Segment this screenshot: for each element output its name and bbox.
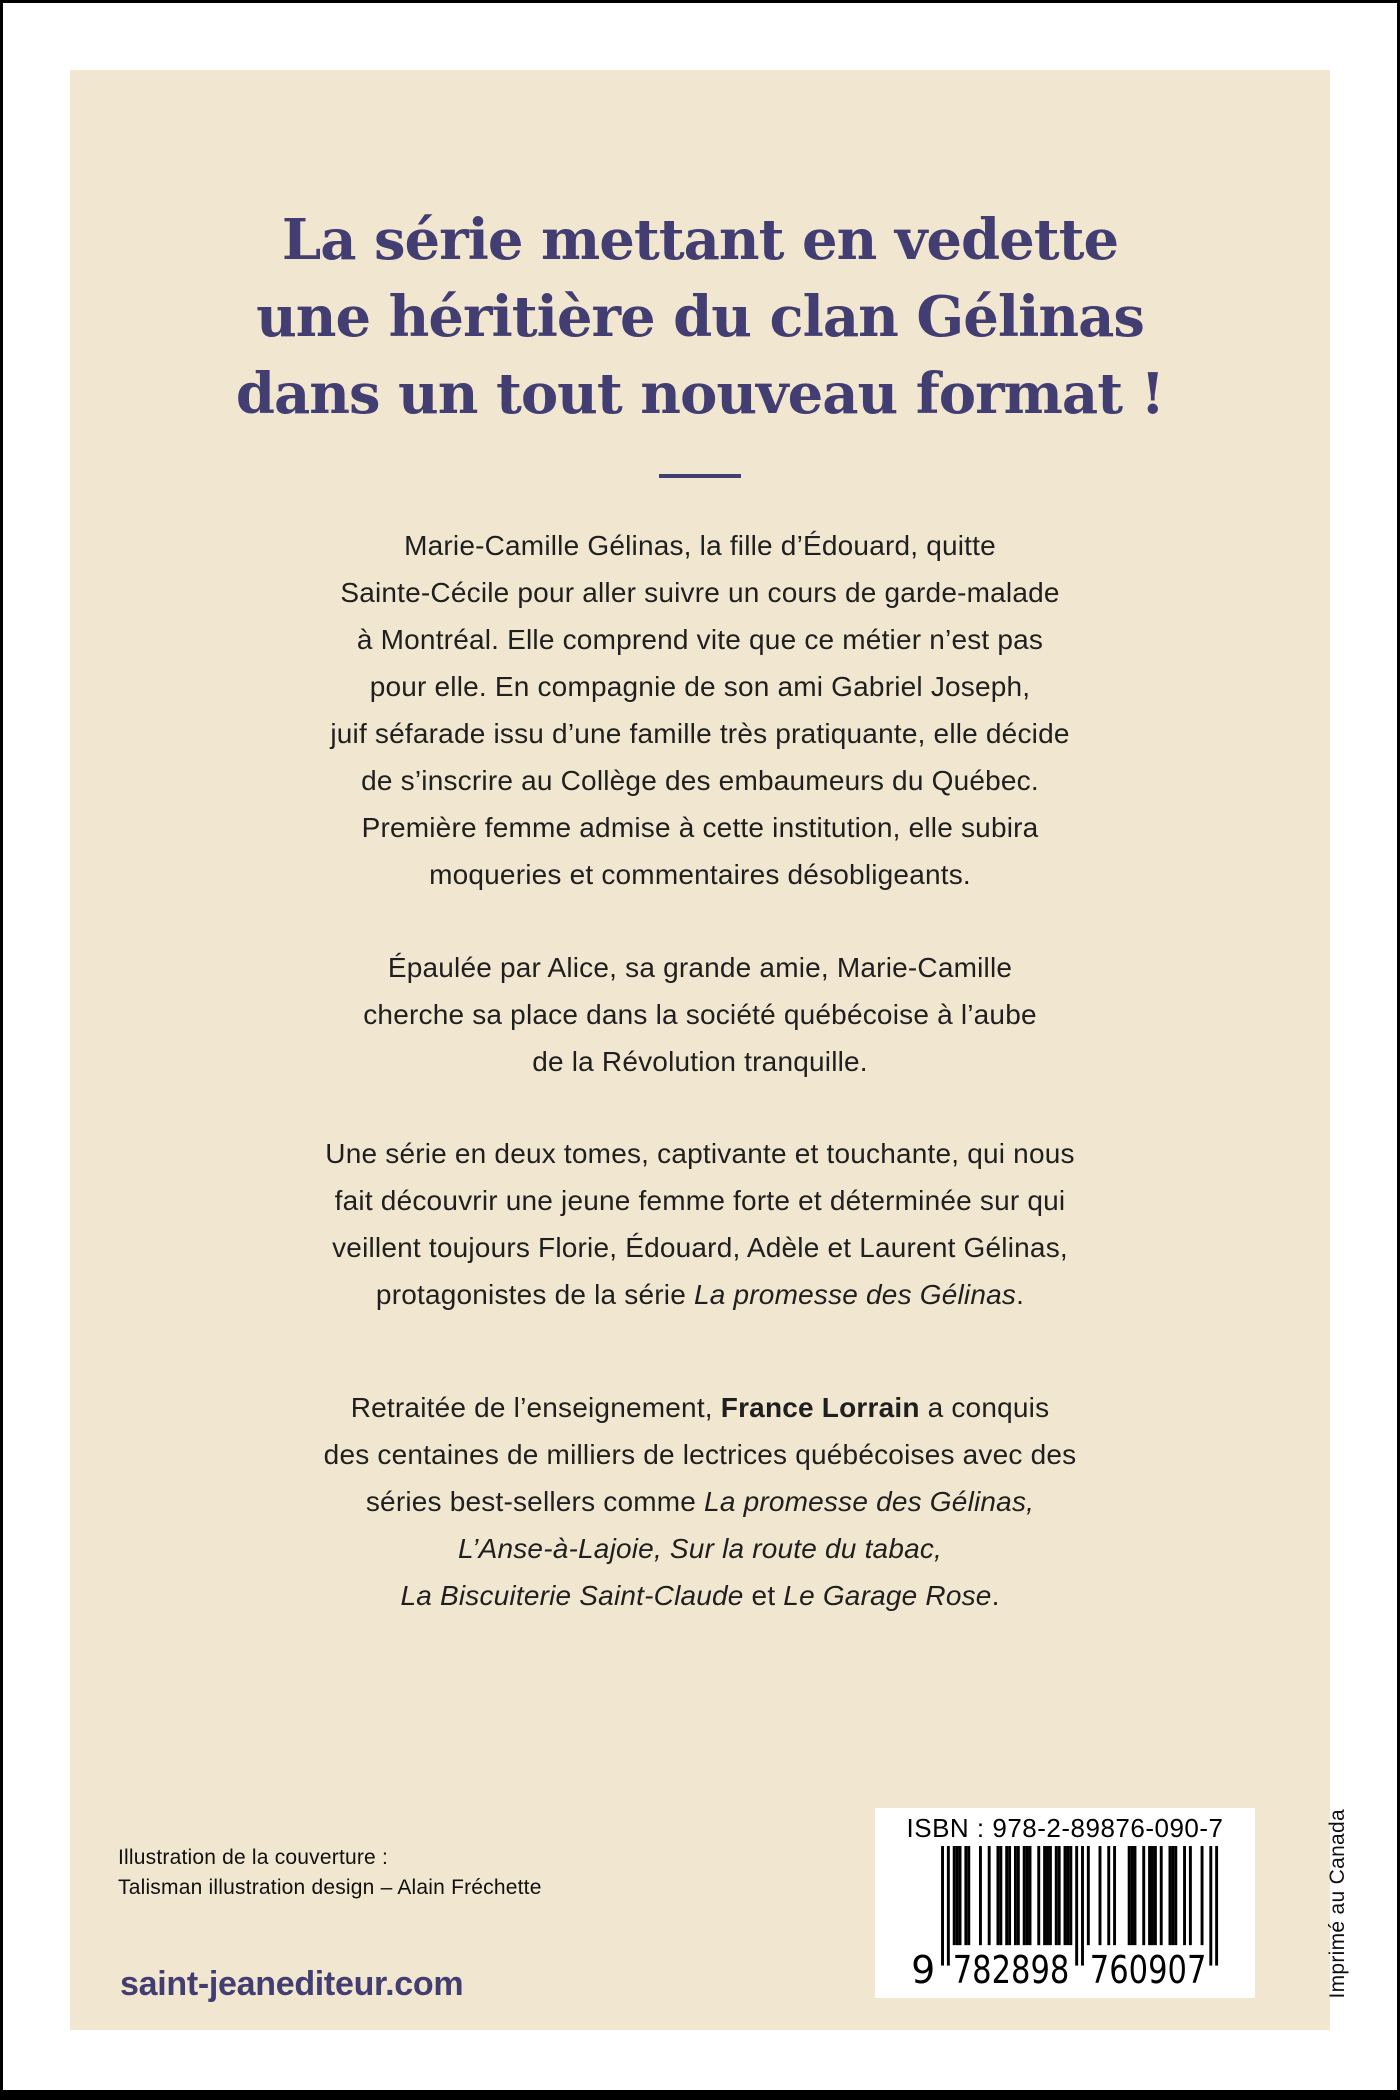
isbn-block xyxy=(875,1808,1255,1998)
headline: La série mettant en vedette une héritière du clan Gélinas dans un tout nouveau format ! xyxy=(235,207,1165,427)
synopsis-paragraph-2: Épaulée par Alice, sa grande amie, Marie-Camille cherche sa place dans la société québécoise à l’aube de la Révolution tranquille. xyxy=(363,952,1037,1077)
svg-text:9: 9 xyxy=(911,1948,936,1986)
author-bio: Retraitée de l’enseignement, France Lorrain a conquis des centaines de milliers de lectrices québécoises avec des séries best-sellers comme La promesse des Gélinas, L’Anse-à-Lajoie, Sur la route du tabac, La Biscuiterie Saint-Claude et Le Garage Rose. xyxy=(323,1392,1077,1611)
printed-in-canada xyxy=(1316,1808,1360,2000)
svg-text:782898: 782898 xyxy=(952,1948,1070,1986)
printed-in-text: Imprimé au Canada xyxy=(1326,1809,1349,1999)
divider-rule xyxy=(659,474,741,478)
ean13-barcode xyxy=(909,1846,1221,1986)
isbn-number: ISBN : 978-2-89876-090-7 xyxy=(906,1813,1224,1843)
synopsis-paragraph-3: Une série en deux tomes, captivante et touchante, qui nous fait découvrir une jeune femme forte et déterminée sur qui veillent toujours Florie, Édouard, Adèle et Laurent Gélinas, protagonistes de la série La promesse des Gélinas. xyxy=(325,1138,1075,1310)
credits-line-1: Illustration de la couverture : xyxy=(118,1846,389,1869)
cover-panel xyxy=(70,70,1349,2030)
svg-text:760907: 760907 xyxy=(1089,1948,1207,1986)
credits-line-2: Talisman illustration design – Alain Fréchette xyxy=(118,1876,542,1899)
synopsis-paragraph-1: Marie-Camille Gélinas, la fille d’Édouard, quitte Sainte-Cécile pour aller suivre un cours de garde-malade à Montréal. Elle comprend vite que ce métier n’est pas pour elle. En compagnie de son ami Gabriel Joseph, juif séfarade issu d’une famille très pratiquante, elle décide de s’inscrire au Collège des embaumeurs du Québec. Première femme admise à cette institution, elle subira moqueries et commentaires désobligeants. xyxy=(330,530,1070,890)
cover-credits xyxy=(118,1843,542,1903)
publisher-website: saint-jeanediteur.com xyxy=(120,1965,464,2003)
